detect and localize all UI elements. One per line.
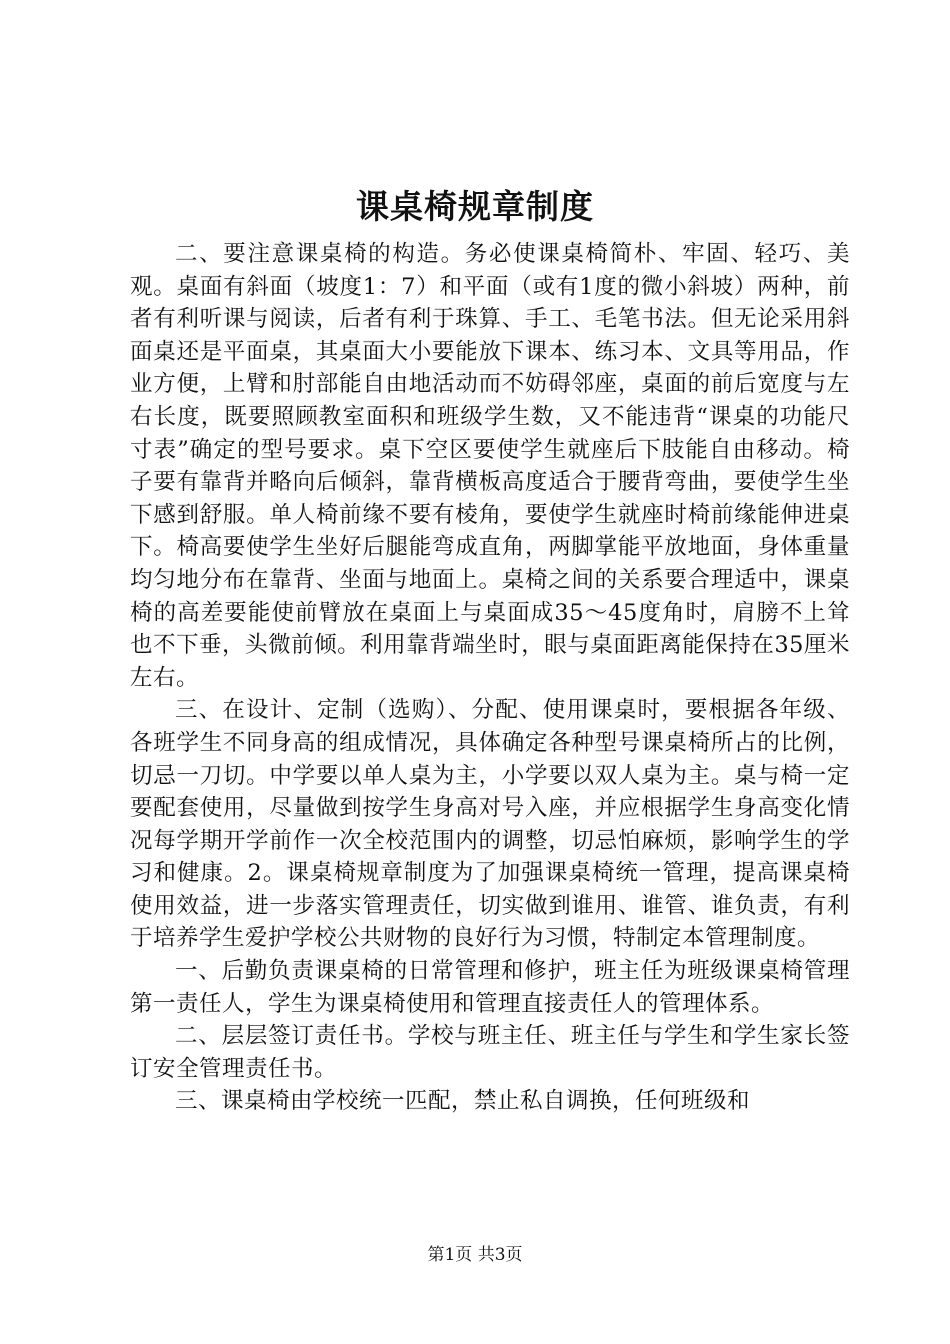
paragraph-4: 二、层层签订责任书。学校与班主任、班主任与学生和学生家长签订安全管理责任书。 bbox=[130, 1023, 850, 1082]
paragraph-2: 三、在设计、定制（选购）、分配、使用课桌时，要根据各年级、各班学生不同身高的组成情况，具体确定各种型号课桌椅所占的比例，切忌一刀切。中学要以单人桌为主，小学要以双人桌为主。桌与椅一定要配套使用，尽量做到按学生身高对号入座，并应根据学生身高变化情况每学期开学前作一次全校范围内的调整，切忌怕麻烦，影响学生的学习和健康。2。课桌椅规章制度为了加强课桌椅统一管理，提高课桌椅使用效益，进一步落实管理责任，切实做到谁用、谁管、谁负责，有利于培养学生爱护学校公共财物的良好行为习惯，特制定本管理制度。 bbox=[130, 697, 850, 952]
document-title: 课桌椅规章制度 bbox=[356, 187, 594, 226]
page-number-footer: 第1页 共3页 bbox=[427, 1245, 523, 1265]
paragraph-3: 一、后勤负责课桌椅的日常管理和修护，班主任为班级课桌椅管理第一责任人，学生为课桌椅使用和管理直接责任人的管理体系。 bbox=[130, 958, 850, 1017]
paragraph-5: 三、课桌椅由学校统一匹配，禁止私自调换，任何班级和 bbox=[175, 1088, 751, 1115]
document-body bbox=[130, 238, 850, 1118]
paragraph-1: 二、要注意课桌椅的构造。务必使课桌椅简朴、牢固、轻巧、美观。桌面有斜面（坡度1：7）和平面（或有1度的微小斜坡）两种，前者有利听课与阅读，后者有利于珠算、手工、毛笔书法。但无论采用斜面桌还是平面桌，其桌面大小要能放下课本、练习本、文具等用品，作业方便，上臂和肘部能自由地活动而不妨碍邻座，桌面的前后宽度与左右长度，既要照顾教室面积和班级学生数，又不能违背“课桌的功能尺寸表”确定的型号要求。桌下空区要使学生就座后下肢能自由移动。椅子要有靠背并略向后倾斜，靠背横板高度适合于腰背弯曲，要使学生坐下感到舒服。单人椅前缘不要有棱角，要使学生就座时椅前缘能伸进桌下。椅高要使学生坐好后腿能弯成直角，两脚掌能平放地面，身体重量均匀地分布在靠背、坐面与地面上。桌椅之间的关系要合理适中，课桌椅的高差要能使前臂放在桌面上与桌面成35～45度角时，肩膀不上耸也不下垂，头微前倾。利用靠背端坐时，眼与桌面距离能保持在35厘米左右。 bbox=[130, 241, 850, 691]
